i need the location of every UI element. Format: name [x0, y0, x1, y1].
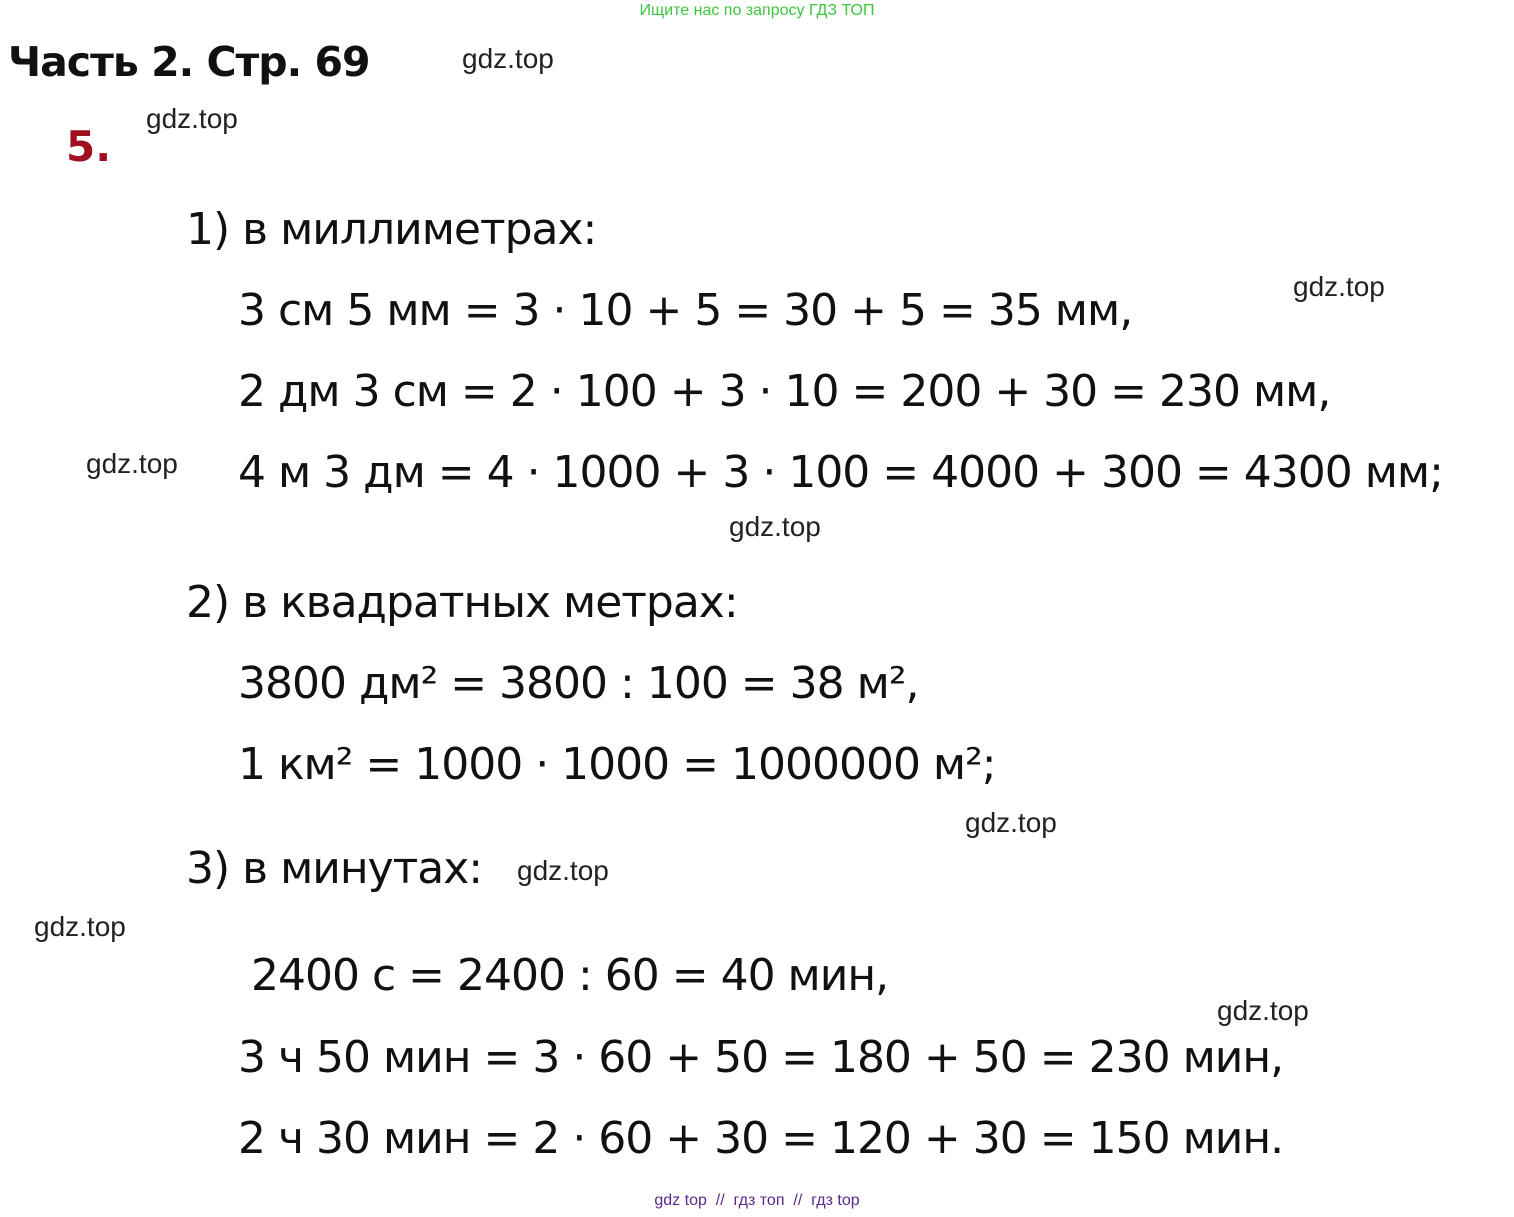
equation-line: 2400 с = 2400 : 60 = 40 мин,	[238, 950, 889, 1001]
watermark: gdz.top	[1293, 271, 1385, 302]
watermark: gdz.top	[1217, 995, 1309, 1026]
watermark: gdz.top	[146, 103, 238, 134]
page-title: Часть 2. Стр. 69	[8, 38, 370, 86]
watermark: gdz.top	[517, 855, 609, 886]
section-heading-millimeters: 1) в миллиметрах:	[186, 204, 597, 255]
equation-line: 1 км² = 1000 · 1000 = 1000000 м²;	[238, 739, 996, 790]
equation-line: 2 дм 3 см = 2 · 100 + 3 · 10 = 200 + 30 = 230 мм,	[238, 366, 1331, 417]
footer-watermark: gdz top // гдз топ // гдз top	[654, 1192, 860, 1209]
watermark: gdz.top	[462, 43, 554, 74]
equation-line: 2 ч 30 мин = 2 · 60 + 30 = 120 + 30 = 150 мин.	[238, 1113, 1284, 1164]
equation-line: 3 ч 50 мин = 3 · 60 + 50 = 180 + 50 = 230 мин,	[238, 1032, 1284, 1083]
section-heading-square-meters: 2) в квадратных метрах:	[186, 577, 738, 628]
section-heading-minutes: 3) в минутах:	[186, 843, 483, 894]
watermark: gdz.top	[86, 448, 178, 479]
watermark: gdz.top	[729, 511, 821, 542]
equation-line: 4 м 3 дм = 4 · 1000 + 3 · 100 = 4000 + 300 = 4300 мм;	[238, 447, 1443, 498]
watermark: gdz.top	[965, 807, 1057, 838]
top-banner: Ищите нас по запросу ГДЗ ТОП	[639, 2, 875, 19]
equation-line: 3 см 5 мм = 3 · 10 + 5 = 30 + 5 = 35 мм,	[238, 285, 1133, 336]
equation-line: 3800 дм² = 3800 : 100 = 38 м²,	[238, 658, 919, 709]
task-number: 5.	[66, 122, 112, 171]
watermark: gdz.top	[34, 911, 126, 942]
